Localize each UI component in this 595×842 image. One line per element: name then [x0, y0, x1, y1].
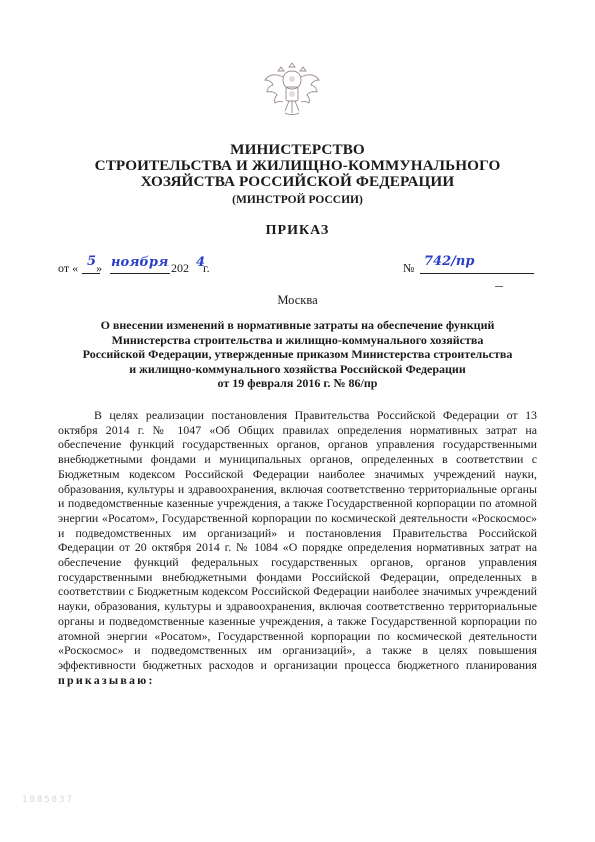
russian-coat-of-arms-icon: [263, 57, 321, 121]
pencil-mark: [495, 286, 503, 287]
ministry-line: ХОЗЯЙСТВА РОССИЙСКОЙ ФЕДЕРАЦИИ: [140, 173, 455, 190]
document-number-handwritten: 742/пр: [424, 254, 475, 269]
document-type: ПРИКАЗ: [265, 223, 330, 238]
ministry-short-name: (МИНСТРОЙ РОССИИ): [232, 194, 363, 206]
body-text: В целях реализации постановления Правительства Российской Федерации от 13 октября 2014 г. № 1047 «Об Общих правилах определения нормативных затрат на обеспечение функций государственных органов, органов управления государственными внебюджетными фондами и муниципальных органов, определенных в соответствии с Бюджетным кодексом Российской Федерации наиболее значимых учреждений науки, образования, культуры и здравоохранения, включая соответственно территориальные органы и подведомственные казенные учреждения, а также Государственной корпорации по атомной энергии «Росатом», Государственной корпорации по космической деятельности «Роскосмос» и подведомственных им организаций» и постановления Правительства Российской Федерации от 20 октября 2014 г. № 1084 «О порядке определения нормативных затрат на обеспечение функций федеральных государственных органов, органов управления государственными внебюджетными фондами Российской Федерации, определенных в соответствии с Бюджетным кодексом Российской Федерации наиболее значимых учреждений науки, образования, культуры и здравоохранения, включая соответственно территориальные органы и подведомственные казенные учреждения, а также Государственной корпорации по атомной энергии «Росатом», Государственной корпорации по космической деятельности «Роскосмос» и подведомственных им организаций», а также в целях повышения эффективности бюджетных расходов и организации процесса бюджетного планирования: [58, 408, 537, 672]
title-line: О внесении изменений в нормативные затраты на обеспечение функций: [100, 318, 495, 332]
body-paragraph: [58, 408, 537, 687]
faint-stamp-number: 1085837: [22, 795, 74, 805]
title-line: Министерства строительства и жилищно-коммунального хозяйства: [111, 332, 484, 347]
date-month-underline: [110, 273, 170, 274]
number-underline: [420, 273, 534, 274]
date-year-digit-handwritten: 4: [196, 255, 206, 270]
ministry-line: МИНИСТЕРСТВО: [230, 141, 365, 158]
title-line: Российской Федерации, утвержденные приказом Министерства строительства: [82, 347, 513, 362]
date-prefix: от « »: [58, 261, 103, 275]
city: Москва: [277, 293, 318, 307]
document-title: [65, 318, 530, 391]
ministry-line: СТРОИТЕЛЬСТВА И ЖИЛИЩНО-КОММУНАЛЬНОГО: [94, 157, 501, 174]
date-month-handwritten: ноября: [111, 255, 169, 270]
ministry-name: [60, 142, 535, 190]
date-year: 202 г.: [171, 261, 210, 275]
number-prefix: №: [403, 261, 415, 275]
order-word: приказываю:: [58, 672, 155, 687]
date-number-row: [58, 254, 538, 278]
date-day-handwritten: 5: [87, 254, 97, 269]
title-line: от 19 февраля 2016 г. № 86/пр: [217, 376, 378, 391]
title-line: и жилищно-коммунального хозяйства Российской Федерации: [129, 361, 466, 376]
date-day-underline: [82, 273, 100, 274]
